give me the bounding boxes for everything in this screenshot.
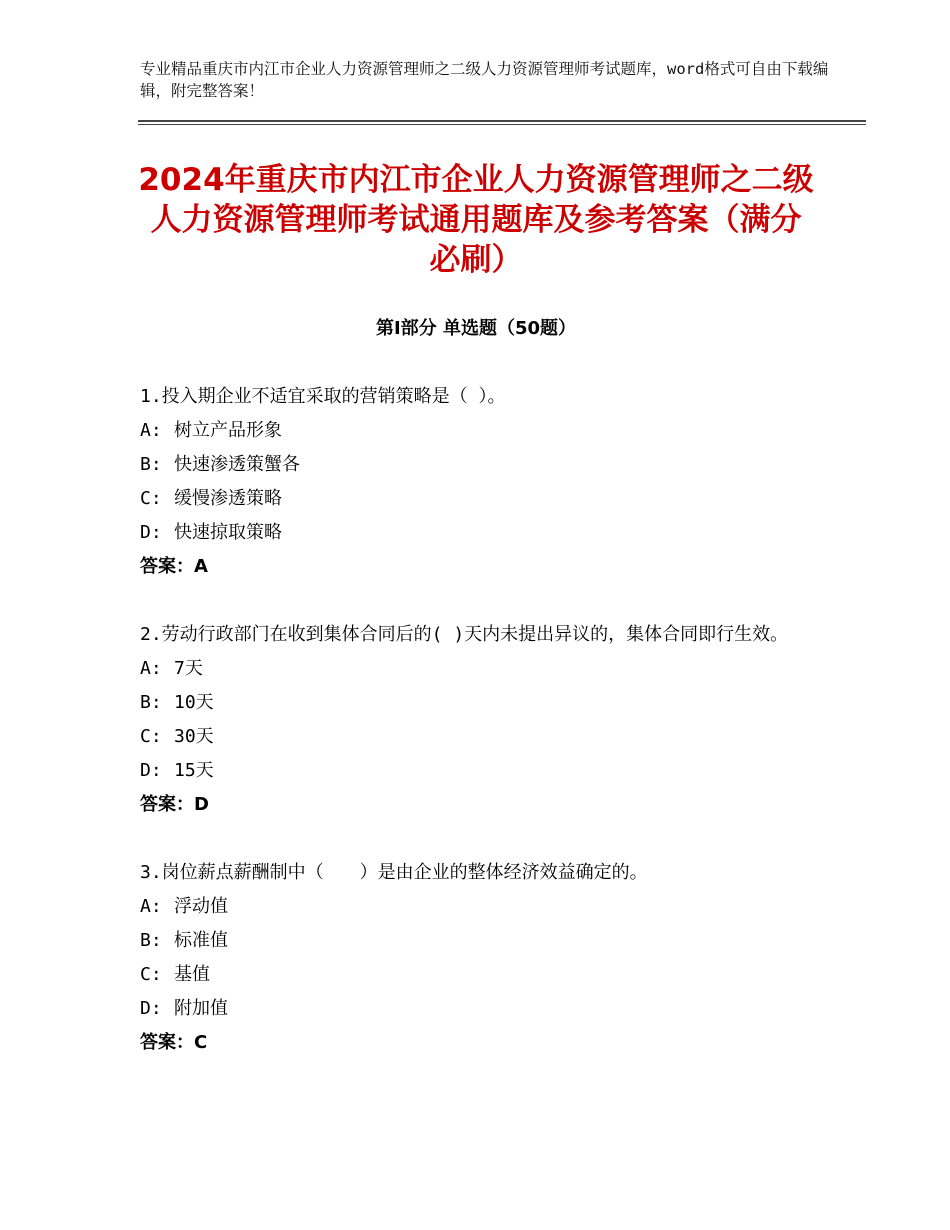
option-letter: C:	[140, 964, 162, 985]
option-c	[140, 482, 820, 516]
option-text: 树立产品形象	[174, 420, 282, 441]
option-letter: A:	[140, 896, 162, 917]
option-c	[140, 720, 820, 754]
option-d	[140, 992, 820, 1026]
option-text: 30天	[174, 726, 214, 747]
option-text: 基值	[174, 964, 210, 985]
option-b	[140, 448, 820, 482]
option-text: 15天	[174, 760, 214, 781]
question-stem: 3.岗位薪点薪酬制中（ ）是由企业的整体经济效益确定的。	[140, 862, 648, 883]
option-text: 7天	[174, 658, 203, 679]
question-1	[140, 380, 820, 584]
option-d	[140, 516, 820, 550]
option-letter: A:	[140, 658, 162, 679]
option-letter: C:	[140, 488, 162, 509]
option-text: 缓慢渗透策略	[174, 488, 282, 509]
option-a	[140, 890, 820, 924]
option-text: 快速渗透策蟹各	[174, 454, 300, 475]
option-letter: A:	[140, 420, 162, 441]
header-divider	[138, 120, 866, 125]
header-note: 专业精品重庆市内江市企业人力资源管理师之二级人力资源管理师考试题库，word格式可自由下载编辑，附完整答案！	[140, 60, 829, 100]
option-text: 10天	[174, 692, 214, 713]
answer-label: 答案：D	[140, 794, 209, 815]
question-2	[140, 618, 820, 822]
option-b	[140, 924, 820, 958]
document-title: 2024年重庆市内江市企业人力资源管理师之二级人力资源管理师考试通用题库及参考答案（满分必刷）	[138, 162, 814, 278]
answer-label: 答案：C	[140, 1032, 208, 1053]
option-letter: D:	[140, 760, 162, 781]
option-letter: C:	[140, 726, 162, 747]
option-text: 快速掠取策略	[174, 522, 282, 543]
section-title: 第Ⅰ部分 单选题（50题）	[375, 318, 576, 339]
option-text: 附加值	[174, 998, 228, 1019]
question-stem: 1.投入期企业不适宜采取的营销策略是（ ）。	[140, 386, 506, 407]
option-a	[140, 414, 820, 448]
option-letter: B:	[140, 454, 162, 475]
question-3	[140, 856, 820, 1060]
question-list	[140, 380, 820, 1094]
option-letter: D:	[140, 998, 162, 1019]
option-a	[140, 652, 820, 686]
option-letter: B:	[140, 692, 162, 713]
option-letter: B:	[140, 930, 162, 951]
answer-label: 答案：A	[140, 556, 208, 577]
question-stem: 2.劳动行政部门在收到集体合同后的( )天内未提出异议的，集体合同即行生效。	[140, 624, 789, 645]
option-c	[140, 958, 820, 992]
option-b	[140, 686, 820, 720]
option-letter: D:	[140, 522, 162, 543]
option-text: 标准值	[174, 930, 228, 951]
option-d	[140, 754, 820, 788]
option-text: 浮动值	[174, 896, 228, 917]
